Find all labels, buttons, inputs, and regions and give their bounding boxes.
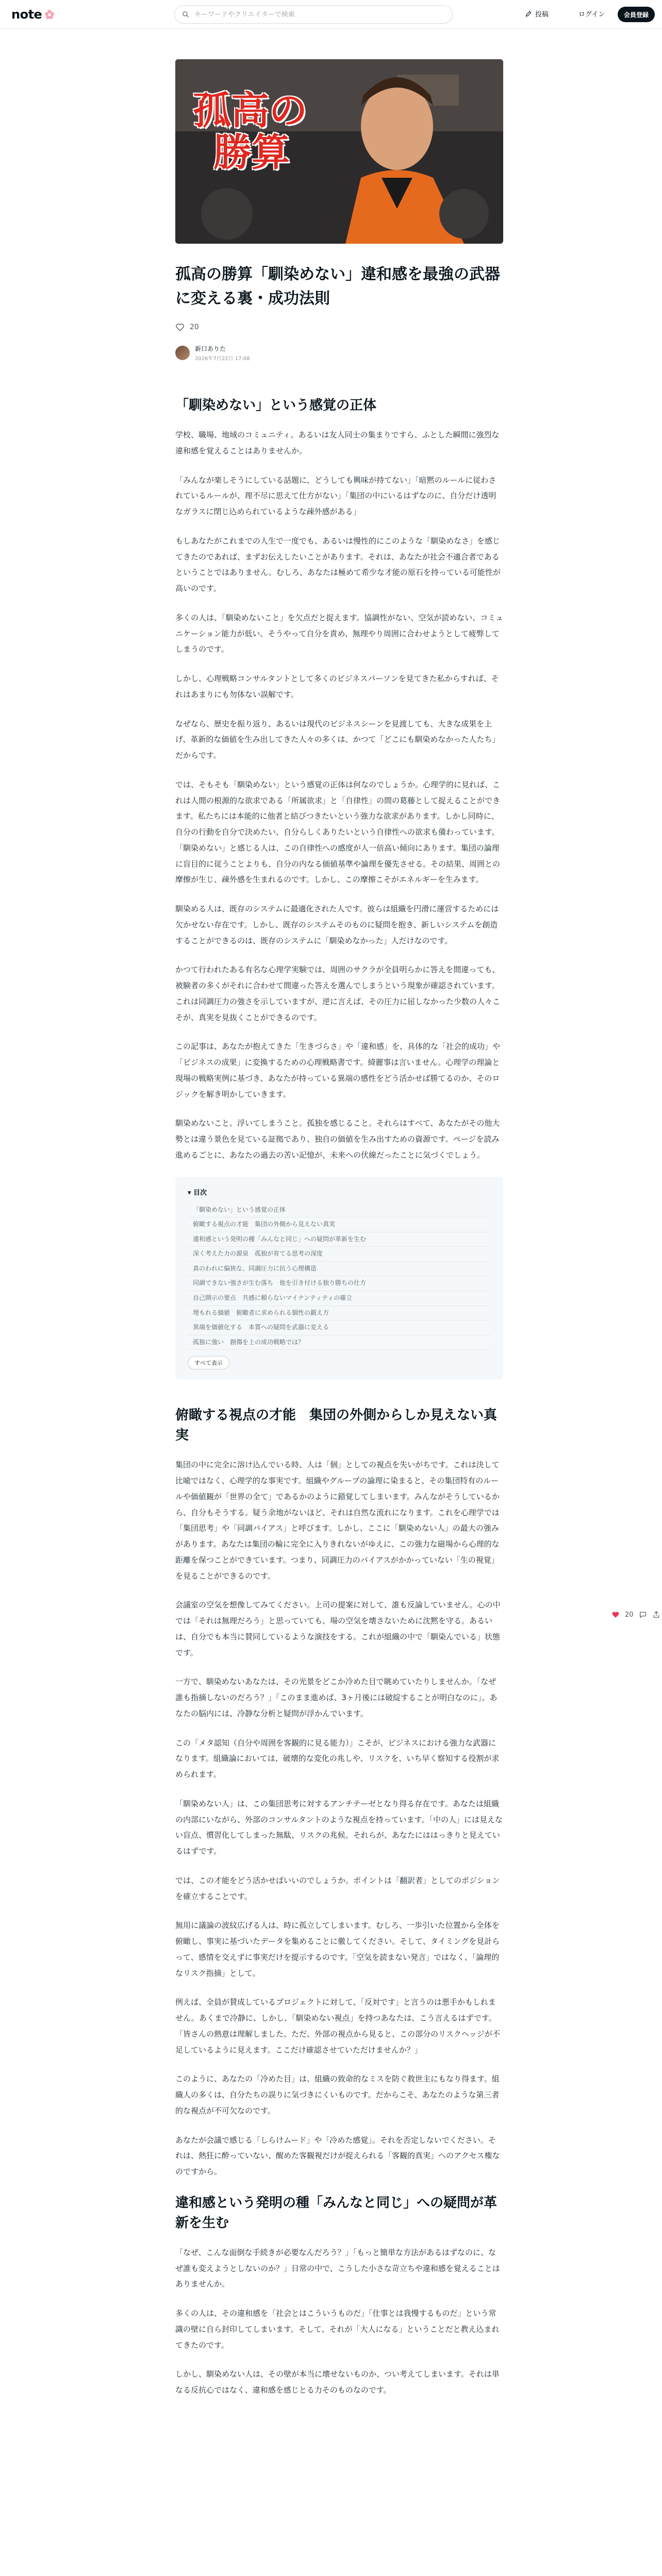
section-heading: 「馴染めない」という感覚の正体 [175,398,377,413]
toc-item[interactable]: 異端を価値化する 本質への疑問を武器に変える [188,1320,491,1335]
paragraph: 学校、職場、地域のコミュニティ。あるいは友人同士の集まりですら、ふとした瞬間に強烈な違和感を覚えることはありませんか。 [175,430,500,455]
article-title: 孤高の勝算「馴染めない」違和感を最強の武器に変える裏・成功法則 [175,265,500,308]
section-heading: 俯瞰する視点の才能 集団の外側からしか見えない真実 [175,1408,498,1444]
post-button[interactable] [525,9,549,19]
toc-heading[interactable]: ▾ 目次 [188,1189,207,1197]
paragraph: 馴染める人は、既存のシステムに最適化された人です。彼らは組織を円滑に運営するためには欠かせない存在です。しかし、既存のシステムそのものに疑問を抱き、新しいシステムを創造することができるのは、既存のシステムに「馴染めなかった」人だけなのです。 [175,904,499,945]
paragraph: このように、あなたの「冷めた目」は、組織の致命的なミスを防ぐ救世主にもなり得ます。組織人の多くは、自分たちの誤りに気づきにくいものです。だからこそ、あなたのような第三者的な視点が不可欠なのです。 [175,2074,500,2115]
paragraph: 「みんなが楽しそうにしている話題に、どうしても興味が持てない」「暗黙のルールに従わされているルールが、理不尽に思えて仕方がない」「集団の中にいるはずなのに、自分だけ透明なガラスに閉じ込められているような疎外感がある」 [175,475,496,516]
paragraph: では、そもそも「馴染めない」という感覚の正体は何なのでしょうか。心理学的に見れば、これは人間の根源的な欲求である「所属欲求」と「自律性」の間の葛藤として捉えることができます。私たちには本能的に他者と結びつきたいという強力な欲求があります。しかし同時に、自分の行動を自分で決めたい、自分らしくありたいという自律性への欲求も備わっています。「馴染めない」と感じる人は、この自律性への感度が人一倍高い傾向にあります。集団の論理に盲目的に従うことよりも、自分の内なる価値基準や論理を優先させる。その結果、周囲との摩擦が生じ、疎外感を生まれるのです。しかし、この摩擦こそがエネルギーを生みます。 [175,779,501,885]
pen-icon [525,10,532,18]
toc-item[interactable]: 同調できない強さが生む落ち 他を引き付ける独り勝ちの仕方 [188,1276,491,1291]
paragraph: 多くの人は、その違和感を「社会とはこういうものだ」「仕事とは我慢するものだ」という常識の壁に自ら封印してしまいます。そして、それが「大人になる」ということだと教え込まれてきたのです。 [175,2309,500,2350]
paragraph: では、この才能をどう活かせばいいのでしょうか。ポイントは「翻訳者」としてのポジションを確立することです。 [175,1875,500,1901]
paragraph: 「なぜ、こんな面倒な手続きが必要なんだろう？」「もっと簡単な方法があるはずなのに、なぜ誰も変えようとしないのか？」日常の中で、こうした小さな苛立ちや違和感を覚えることはありませんか。 [175,2247,500,2289]
post-label: 投稿 [535,11,549,19]
paragraph: この「メタ認知（自分や周囲を客観的に見る能力）」こそが、ビジネスにおける強力な武器になります。組織論においては、破壊的な変化の兆しや、リスクを、いち早く察知する役割が求められます。 [175,1738,500,1780]
toc-show-all-button[interactable]: すべて表示 [188,1356,229,1369]
hero-image [175,59,503,244]
article-body [175,396,503,2412]
floating-like-count: 20 [625,1611,634,1619]
heart-icon[interactable] [175,323,185,332]
toc-item[interactable]: 孤独に強い 創傷を上の成功戦略では？ [188,1335,491,1350]
paragraph: もしあなたがこれまでの人生で一度でも、あるいは慢性的にこのような「馴染めなさ」を感じてきたのであれば、まずお伝えしたいことがあります。それは、あなたが社会不適合者であるということではありません。むしろ、あなたは極めて希少な才能の原石を持っている可能性が高いのです。 [175,536,501,593]
paragraph: あなたが会議で感じる「しらけムード」や「冷めた感覚」。それを否定しないでください。それは、熱狂に酔っていない、醒めた客観視だけが捉えられる「客観的真実」へのアクセス権なのですから。 [175,2135,500,2177]
logo-text: note [11,7,42,22]
register-button[interactable]: 会員登録 [618,7,655,22]
paragraph: しかし、馴染めない人は、その壁が本当に壊せないものか、つい考えてしまいます。それは単なる反抗心ではなく、違和感を感じとる力そのものなのです。 [175,2369,500,2395]
publish-date: 2026年7月22日 17:08 [195,356,250,362]
like-count: 20 [190,323,199,331]
paragraph: 多くの人は、「馴染めないこと」を欠点だと捉えます。協調性がない、空気が読めない、コミュニケーション能力が低い。そうやって自分を責め、無理やり周囲に合わせようとして疲弊してしまうのです。 [175,613,504,654]
toc-item[interactable]: 真のわれに偏狭な、同調圧力に抗う心理構造 [188,1262,491,1277]
search-bar[interactable] [174,5,453,24]
floating-actions [611,1611,660,1619]
toc-item[interactable]: 俯瞰する視点の才能 集団の外側から見えない真実 [188,1217,491,1232]
note-logo[interactable] [11,7,55,22]
heart-icon[interactable] [611,1611,620,1619]
search-input[interactable] [194,11,442,19]
paragraph: 「馴染めない人」は、この集団思考に対するアンチテーゼとなり得る存在です。あなたは組織の内部にいながら、外部のコンサルタントのような視点を持っています。「中の人」には見えない盲点、慣習化してしまった無駄、リスクの兆候。それらが、あなたにははっきりと見えているはずです。 [175,1799,503,1856]
hero-title-line2: 勝算 [213,130,290,175]
paragraph: 馴染めないこと。浮いてしまうこと。孤独を感じること。それらはすべて、あなたがその他大勢とは違う景色を見ている証拠であり、独自の価値を生み出すための資源です。ページを読み進めるごとに、あなたの過去の苦い記憶が、未来への伏線だったことに気づくでしょう。 [175,1118,500,1160]
author-info[interactable] [175,344,250,362]
sakura-icon [44,9,55,20]
paragraph: なぜなら、歴史を振り返り、あるいは現代のビジネスシーンを見渡しても、大きな成果を上げ、革新的な価値を生み出してきた人々の多くは、かつて「どこにも馴染めなかった人たち」だからです。 [175,719,500,760]
table-of-contents [175,1177,503,1380]
avatar[interactable] [175,346,190,360]
top-header [0,0,662,29]
section-heading: 違和感という発明の種「みんなと同じ」への疑問が革新を生む [175,2195,498,2231]
paragraph: しかし、心理戦略コンサルタントとして多くのビジネスパーソンを見てきた私からすれば、それはあまりにも勿体ない誤解です。 [175,674,499,699]
paragraph: 一方で、馴染めないあなたは、その光景をどこか冷めた目で眺めていたりしませんか。「なぜ誰も指摘しないのだろう？」「このまま進めば、3ヶ月後には破綻することが明白なのに」。あなたの脳内には、冷静な分析と疑問が浮かんでいます。 [175,1677,498,1718]
toc-item[interactable]: 埋もれる価値 俯瞰者に求められる個性の鍛え方 [188,1306,491,1321]
like-area [175,323,199,332]
author-name[interactable]: 新口ありた [195,345,226,352]
share-icon[interactable] [652,1611,660,1619]
search-icon [182,11,189,18]
login-link[interactable]: ログイン [578,11,605,19]
paragraph: この記事は、あなたが抱えてきた「生きづらさ」や「違和感」を、具体的な「社会的成功」や「ビジネスの成果」に変換するための心理戦略書です。綺麗事は言いません。心理学の理論と現場の戦略実例に基づき、あなたが持っている異端の感性をどう活かせば勝てるのか、そのロジックを解き明かしていきます。 [175,1042,501,1099]
toc-item[interactable]: 自己開示の要点 共感に頼らないマイナンティティの確立 [188,1291,491,1306]
toc-item[interactable]: 違和感という発明の種「みんなと同じ」への疑問が革新を生む [188,1232,491,1247]
toc-item[interactable]: 「馴染めない」という感覚の正体 [188,1203,491,1218]
hero-title-line1: 孤高の [193,89,307,133]
comment-icon[interactable] [639,1611,647,1619]
paragraph: かつて行われたある有名な心理学実験では、周囲のサクラが全員明らかに答えを間違っても、被験者の多くがそれに合わせて間違った答えを選んでしまうという現象が確認されています。これは同調圧力の強さを示していますが、逆に言えば、その圧力に屈しなかった少数の人々こそが、真実を見抜くことができるのです。 [175,965,501,1022]
paragraph: 集団の中に完全に溶け込んでいる時、人は「個」としての視点を失いがちです。これは決して比喩ではなく、心理学的な事実です。組織やグループの論理に染まると、その集団特有のルールや価値観が「世界の全て」であるかのように錯覚してしまいます。みんながそうしているから、自分もそうする。疑う余地がないほど、それは自然な流れになります。これを心理学では「集団思考」や「同調バイアス」と呼びます。しかし、ここに「馴染めない人」の最大の強みがあります。あなたは集団の輪に完全に入りきれないがゆえに、この強力な磁場から心理的な距離を保つことができています。つまり、同調圧力のバイアスがかかっていない「生の視覚」を見ることができるのです。 [175,1460,500,1581]
toc-item[interactable]: 深く考えた力の源泉 孤独が育てる思考の深度 [188,1247,491,1262]
paragraph: 会議室の空気を想像してみてください。上司の提案に対して、誰も反論していません。心の中では「それは無理だろう」と思っていても、場の空気を壊さないために沈黙を守る。あるいは、自分でも本当に賛同しているような演技をする。これが組織の中で「馴染んでいる」状態です。 [175,1600,501,1657]
hero-title [193,90,307,174]
paragraph: 例えば、全員が賛成しているプロジェクトに対して、「反対です」と言うのは悪手かもしれません。あくまで冷静に、しかし、「馴染めない視点」を持つあなたは、こう言えるはずです。「皆さんの熱意は理解しました。ただ、外部の視点から見ると、この部分のリスクヘッジが不足しているように見えます。ここだけ確認させていただけませんか？」 [175,1997,500,2055]
paragraph: 無用に議論の波紋広げる人は、時に孤立してしまいます。むしろ、一歩引いた位置から全体を俯瞰し、事実に基づいたデータを集めることに徹してください。そして、タイミングを見計らって、感情を交えずに事実だけを提示するのです。「空気を読まない発言」ではなく、「論理的なリスク指摘」として。 [175,1921,500,1978]
